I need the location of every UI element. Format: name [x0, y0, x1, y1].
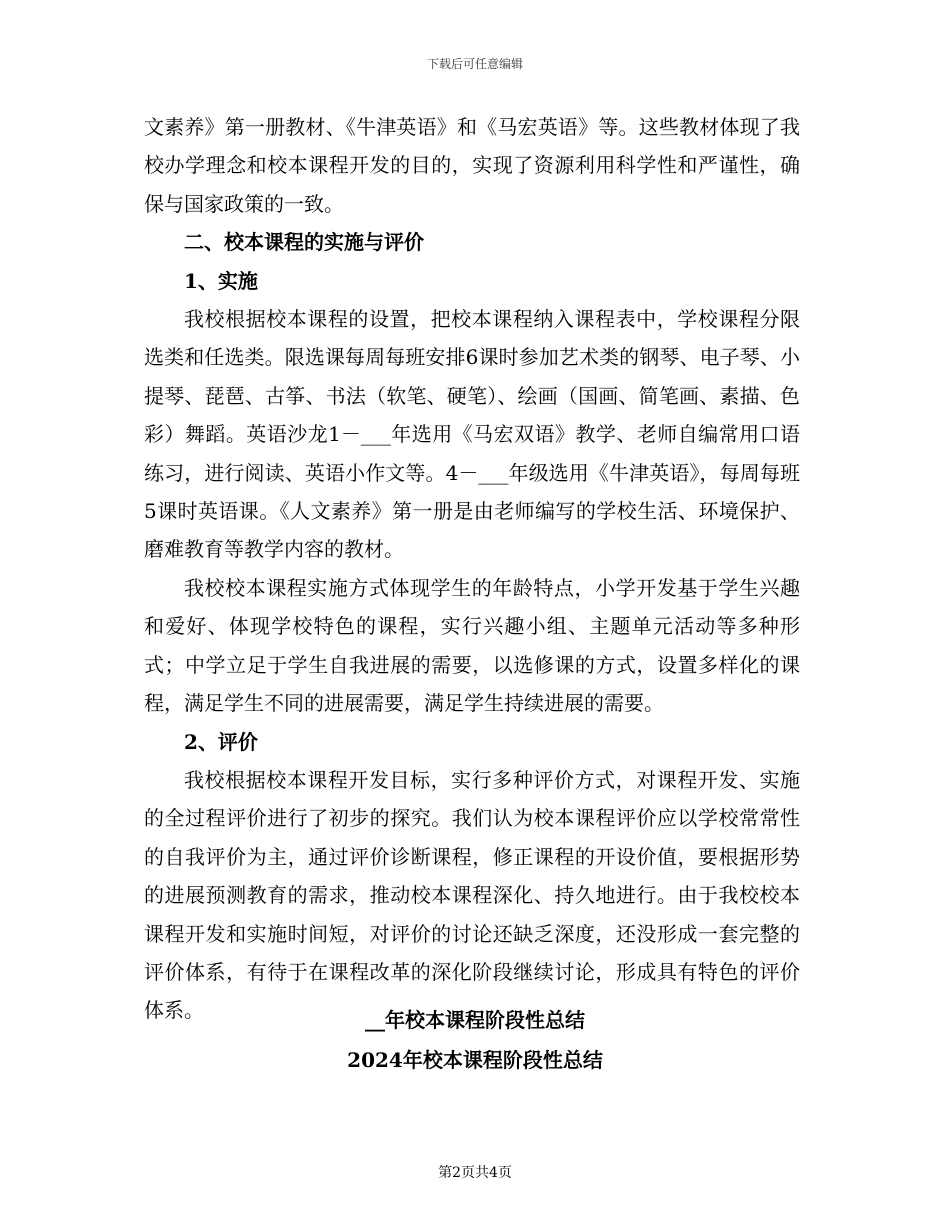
page-footer: 第2页共4页 — [438, 1165, 512, 1181]
page-header: 下载后可任意编辑 — [426, 57, 523, 71]
title-block — [0, 1000, 950, 1080]
subsection-heading-implementation: 1、实施 — [184, 268, 258, 293]
document-body — [144, 108, 800, 1030]
intro-paragraph: 文素养》第一册教材、《牛津英语》和《马宏英语》等。这些教材体现了我校办学理念和校本课程开发的目的，实现了资源利用科学性和严谨性，确保与国家政策的一致。 — [144, 115, 800, 216]
summary-title-2024: 2024年校本课程阶段性总结 — [347, 1048, 603, 1072]
section-heading-implementation-evaluation: 二、校本课程的实施与评价 — [184, 230, 424, 255]
implementation-paragraph-1: 我校根据校本课程的设置，把校本课程纳入课程表中，学校课程分限选类和任选类。限选课每周每班安排6课时参加艺术类的钢琴、电子琴、小提琴、琵琶、古筝、书法（软笔、硬笔）、绘画（国画、简笔画、素描、色彩）舞蹈。英语沙龙1－___年选用《马宏双语》教学、老师自编常用口语练习，进行阅读、英语小作文等。4－___年级选用《牛津英语》，每周每班5课时英语课。《人文素养》第一册是由老师编写的学校生活、环境保护、磨难教育等教学内容的教材。 — [144, 307, 800, 562]
implementation-paragraph-2: 我校校本课程实施方式体现学生的年龄特点，小学开发基于学生兴趣和爱好、体现学校特色的课程，实行兴趣小组、主题单元活动等多种形式；中学立足于学生自我进展的需要，以选修课的方式，设置多样化的课程，满足学生不同的进展需要，满足学生持续进展的需要。 — [144, 575, 800, 716]
evaluation-paragraph: 我校根据校本课程开发目标，实行多种评价方式，对课程开发、实施的全过程评价进行了初步的探究。我们认为校本课程评价应以学校常常性的自我评价为主，通过评价诊断课程，修正课程的开设价值，要根据形势的进展预测教育的需求，推动校本课程深化、持久地进行。由于我校校本课程开发和实施时间短，对评价的讨论还缺乏深度，还没形成一套完整的评价体系，有待于在课程改革的深化阶段继续讨论，形成具有特色的评价体系。 — [144, 767, 800, 1023]
subsection-heading-evaluation: 2、评价 — [184, 729, 258, 754]
summary-title-blank: __年校本课程阶段性总结 — [365, 1008, 585, 1032]
